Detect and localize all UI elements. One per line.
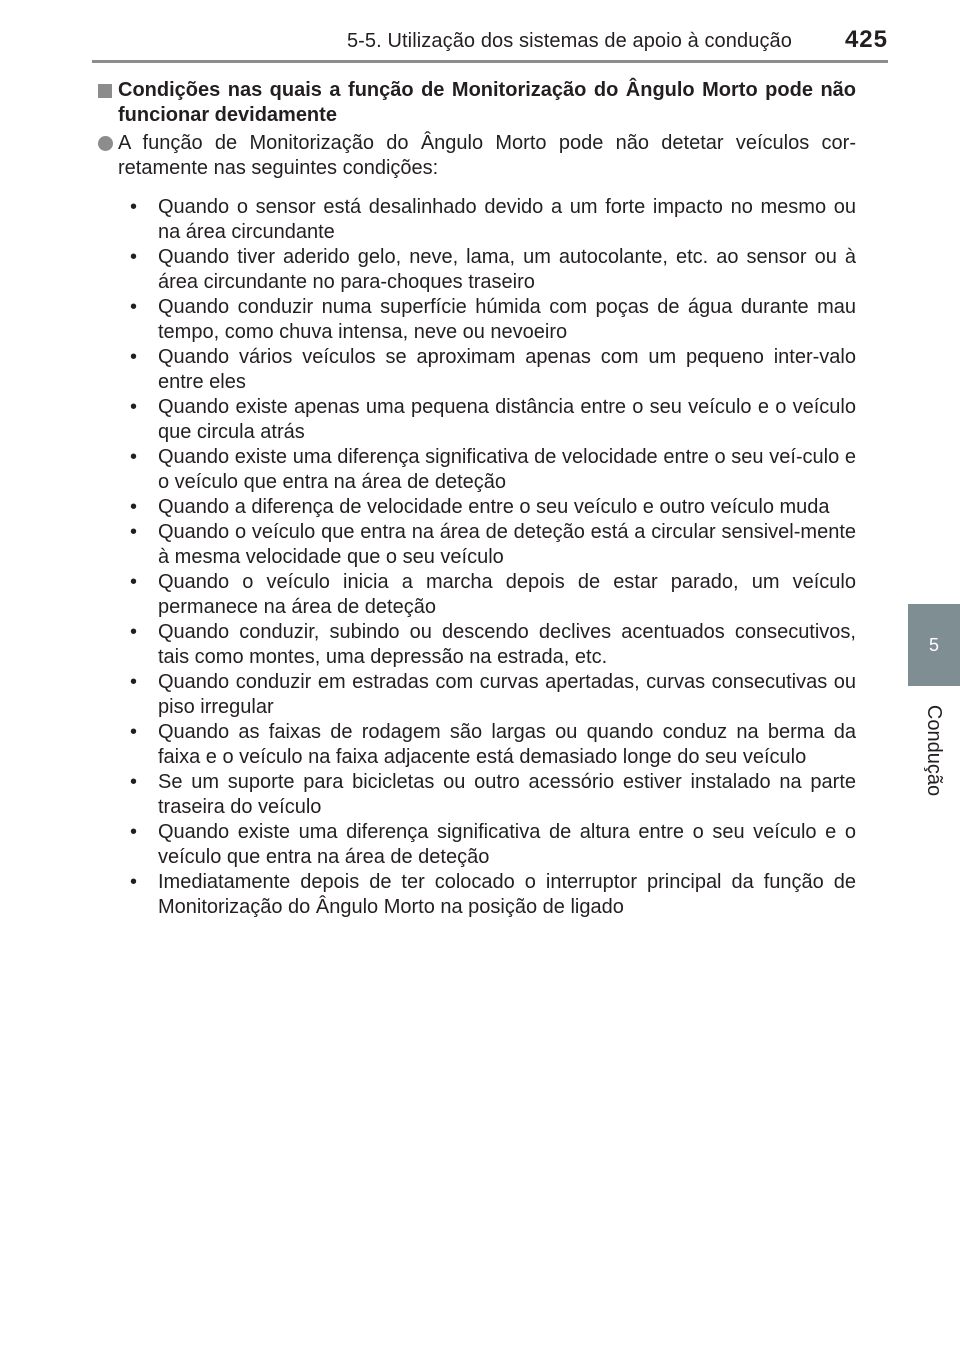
list-item-text: Quando a diferença de velocidade entre o seu veículo e outro veículo muda (158, 496, 830, 518)
list-item (130, 395, 856, 445)
list-item-text: Quando conduzir numa superfície húmida com poças de água durante mau tempo, como chuva intensa, neve ou nevoeiro (158, 296, 856, 343)
bullet-dot-icon: • (130, 771, 138, 793)
intro-text: A função de Monitorização do Ângulo Morto pode não detetar veículos cor-retamente nas seguintes condições: (118, 132, 856, 179)
bullet-dot-icon: • (130, 571, 138, 593)
bullet-dot-icon: • (130, 496, 138, 518)
section-heading-text: Condições nas quais a função de Monitorização do Ângulo Morto pode não funcionar devidamente (118, 79, 856, 126)
list-item-text: Quando o veículo que entra na área de deteção está a circular sensivel-mente à mesma velocidade que o seu veículo (158, 521, 856, 568)
list-item-text: Quando existe uma diferença significativa de altura entre o seu veículo e o veículo que entra na área de deteção (158, 821, 856, 868)
intro-paragraph (96, 131, 856, 181)
section-title: 5-5. Utilização dos sistemas de apoio à condução (346, 30, 792, 52)
square-bullet-icon (98, 84, 112, 98)
list-item (130, 295, 856, 345)
list-item (130, 770, 856, 820)
list-item-text: Imediatamente depois de ter colocado o interruptor principal da função de Monitorização do Ângulo Morto na posição de ligado (158, 871, 856, 918)
bullet-dot-icon: • (130, 821, 138, 843)
list-item (130, 820, 856, 870)
list-item (130, 245, 856, 295)
list-item-text: Se um suporte para bicicletas ou outro acessório estiver instalado na parte traseira do veículo (158, 771, 856, 818)
chapter-number: 5 (928, 634, 939, 655)
bullet-dot-icon: • (130, 871, 138, 893)
list-item-text: Quando conduzir, subindo ou descendo declives acentuados consecutivos, tais como montes, uma depressão na estrada, etc. (158, 621, 856, 668)
bullet-dot-icon: • (130, 621, 138, 643)
conditions-list (96, 195, 856, 920)
list-item-text: Quando o veículo inicia a marcha depois de estar parado, um veículo permanece na área de deteção (158, 571, 856, 618)
bullet-dot-icon: • (130, 721, 138, 743)
list-item (130, 570, 856, 620)
list-item-text: Quando tiver aderido gelo, neve, lama, um autocolante, etc. ao sensor ou à área circundante no para-choques traseiro (158, 246, 856, 293)
bullet-dot-icon: • (130, 671, 138, 693)
bullet-dot-icon: • (130, 246, 138, 268)
page-number: 425 (844, 26, 888, 53)
list-item-text: Quando vários veículos se aproximam apenas com um pequeno inter-valo entre eles (158, 346, 856, 393)
list-item-text: Quando o sensor está desalinhado devido a um forte impacto no mesmo ou na área circundante (158, 196, 856, 243)
main-content (96, 78, 856, 920)
page-header (0, 0, 960, 62)
list-item-text: Quando conduzir em estradas com curvas apertadas, curvas consecutivas ou piso irregular (158, 671, 856, 718)
bullet-dot-icon: • (130, 521, 138, 543)
list-item-text: Quando existe apenas uma pequena distância entre o seu veículo e o veículo que circula atrás (158, 396, 856, 443)
bullet-dot-icon: • (130, 296, 138, 318)
list-item (130, 870, 856, 920)
list-item-text: Quando existe uma diferença significativa de velocidade entre o seu veí-culo e o veículo que entra na área de deteção (158, 446, 856, 493)
section-heading (96, 78, 856, 128)
bullet-dot-icon: • (130, 396, 138, 418)
list-item (130, 720, 856, 770)
list-item (130, 620, 856, 670)
list-item (130, 520, 856, 570)
list-item-text: Quando as faixas de rodagem são largas ou quando conduz na berma da faixa e o veículo na faixa adjacente está demasiado longe do seu veículo (158, 721, 856, 768)
list-item (130, 670, 856, 720)
circle-bullet-icon (98, 136, 113, 151)
chapter-label: Condução (923, 704, 946, 796)
list-item (130, 345, 856, 395)
bullet-dot-icon: • (130, 446, 138, 468)
list-item (130, 445, 856, 495)
header-divider (92, 60, 888, 63)
chapter-label-box (913, 700, 955, 800)
list-item (130, 195, 856, 245)
list-item (130, 495, 856, 520)
bullet-dot-icon: • (130, 196, 138, 218)
chapter-tab (908, 604, 960, 686)
bullet-dot-icon: • (130, 346, 138, 368)
